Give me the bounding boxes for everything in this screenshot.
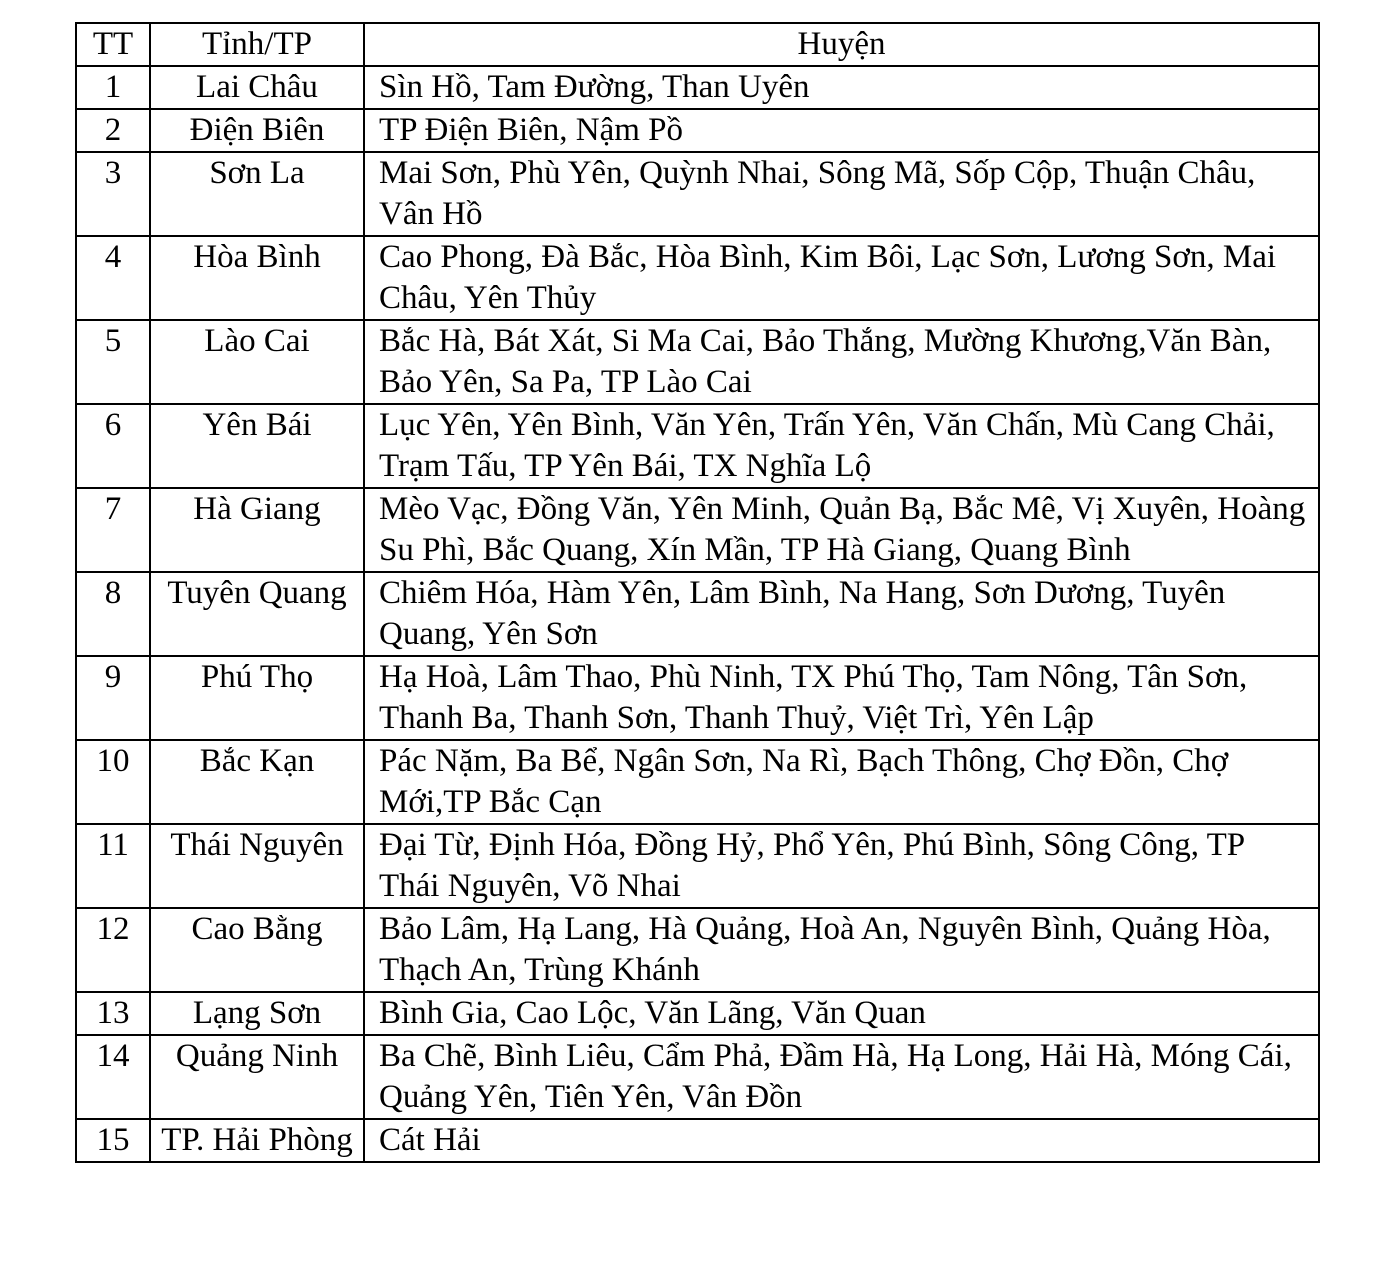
header-tt: TT bbox=[76, 23, 150, 66]
district-list: Bình Gia, Cao Lộc, Văn Lãng, Văn Quan bbox=[364, 992, 1319, 1035]
row-number: 13 bbox=[76, 992, 150, 1035]
province-name: Lạng Sơn bbox=[150, 992, 364, 1035]
row-number: 11 bbox=[76, 824, 150, 908]
row-number: 12 bbox=[76, 908, 150, 992]
table-header-row bbox=[76, 23, 1319, 66]
table-row bbox=[76, 152, 1319, 236]
province-name: Lào Cai bbox=[150, 320, 364, 404]
table-row bbox=[76, 320, 1319, 404]
province-name: Hòa Bình bbox=[150, 236, 364, 320]
row-number: 2 bbox=[76, 109, 150, 152]
row-number: 4 bbox=[76, 236, 150, 320]
districts-table bbox=[75, 22, 1320, 1163]
province-name: TP. Hải Phòng bbox=[150, 1119, 364, 1162]
table-row bbox=[76, 109, 1319, 152]
row-number: 15 bbox=[76, 1119, 150, 1162]
province-name: Phú Thọ bbox=[150, 656, 364, 740]
table-row bbox=[76, 992, 1319, 1035]
row-number: 10 bbox=[76, 740, 150, 824]
row-number: 7 bbox=[76, 488, 150, 572]
province-name: Yên Bái bbox=[150, 404, 364, 488]
province-name: Sơn La bbox=[150, 152, 364, 236]
province-name: Thái Nguyên bbox=[150, 824, 364, 908]
table-row bbox=[76, 824, 1319, 908]
district-list: Hạ Hoà, Lâm Thao, Phù Ninh, TX Phú Thọ, Tam Nông, Tân Sơn, Thanh Ba, Thanh Sơn, Thanh Thuỷ, Việt Trì, Yên Lập bbox=[364, 656, 1319, 740]
table-row bbox=[76, 656, 1319, 740]
row-number: 1 bbox=[76, 66, 150, 109]
district-list: Mai Sơn, Phù Yên, Quỳnh Nhai, Sông Mã, Sốp Cộp, Thuận Châu, Vân Hồ bbox=[364, 152, 1319, 236]
row-number: 9 bbox=[76, 656, 150, 740]
table-row bbox=[76, 488, 1319, 572]
district-list: TP Điện Biên, Nậm Pồ bbox=[364, 109, 1319, 152]
row-number: 8 bbox=[76, 572, 150, 656]
district-list: Lục Yên, Yên Bình, Văn Yên, Trấn Yên, Văn Chấn, Mù Cang Chải, Trạm Tấu, TP Yên Bái, TX Nghĩa Lộ bbox=[364, 404, 1319, 488]
table-row bbox=[76, 1035, 1319, 1119]
header-province: Tỉnh/TP bbox=[150, 23, 364, 66]
table-row bbox=[76, 572, 1319, 656]
table-row bbox=[76, 740, 1319, 824]
table-row bbox=[76, 908, 1319, 992]
header-districts: Huyện bbox=[364, 23, 1319, 66]
province-name: Quảng Ninh bbox=[150, 1035, 364, 1119]
district-list: Bảo Lâm, Hạ Lang, Hà Quảng, Hoà An, Nguyên Bình, Quảng Hòa, Thạch An, Trùng Khánh bbox=[364, 908, 1319, 992]
district-list: Chiêm Hóa, Hàm Yên, Lâm Bình, Na Hang, Sơn Dương, Tuyên Quang, Yên Sơn bbox=[364, 572, 1319, 656]
district-list: Bắc Hà, Bát Xát, Si Ma Cai, Bảo Thắng, Mường Khương,Văn Bàn, Bảo Yên, Sa Pa, TP Lào Cai bbox=[364, 320, 1319, 404]
row-number: 3 bbox=[76, 152, 150, 236]
district-list: Pác Nặm, Ba Bể, Ngân Sơn, Na Rì, Bạch Thông, Chợ Đồn, Chợ Mới,TP Bắc Cạn bbox=[364, 740, 1319, 824]
province-name: Hà Giang bbox=[150, 488, 364, 572]
province-name: Lai Châu bbox=[150, 66, 364, 109]
table-row bbox=[76, 236, 1319, 320]
row-number: 14 bbox=[76, 1035, 150, 1119]
province-name: Điện Biên bbox=[150, 109, 364, 152]
row-number: 6 bbox=[76, 404, 150, 488]
province-name: Bắc Kạn bbox=[150, 740, 364, 824]
province-name: Tuyên Quang bbox=[150, 572, 364, 656]
row-number: 5 bbox=[76, 320, 150, 404]
district-list: Đại Từ, Định Hóa, Đồng Hỷ, Phổ Yên, Phú Bình, Sông Công, TP Thái Nguyên, Võ Nhai bbox=[364, 824, 1319, 908]
district-list: Cao Phong, Đà Bắc, Hòa Bình, Kim Bôi, Lạc Sơn, Lương Sơn, Mai Châu, Yên Thủy bbox=[364, 236, 1319, 320]
table-row bbox=[76, 1119, 1319, 1162]
table-row bbox=[76, 404, 1319, 488]
district-list: Cát Hải bbox=[364, 1119, 1319, 1162]
district-list: Mèo Vạc, Đồng Văn, Yên Minh, Quản Bạ, Bắc Mê, Vị Xuyên, Hoàng Su Phì, Bắc Quang, Xín Mần, TP Hà Giang, Quang Bình bbox=[364, 488, 1319, 572]
province-name: Cao Bằng bbox=[150, 908, 364, 992]
district-list: Ba Chẽ, Bình Liêu, Cẩm Phả, Đầm Hà, Hạ Long, Hải Hà, Móng Cái, Quảng Yên, Tiên Yên, Vân Đồn bbox=[364, 1035, 1319, 1119]
district-list: Sìn Hồ, Tam Đường, Than Uyên bbox=[364, 66, 1319, 109]
table-row bbox=[76, 66, 1319, 109]
